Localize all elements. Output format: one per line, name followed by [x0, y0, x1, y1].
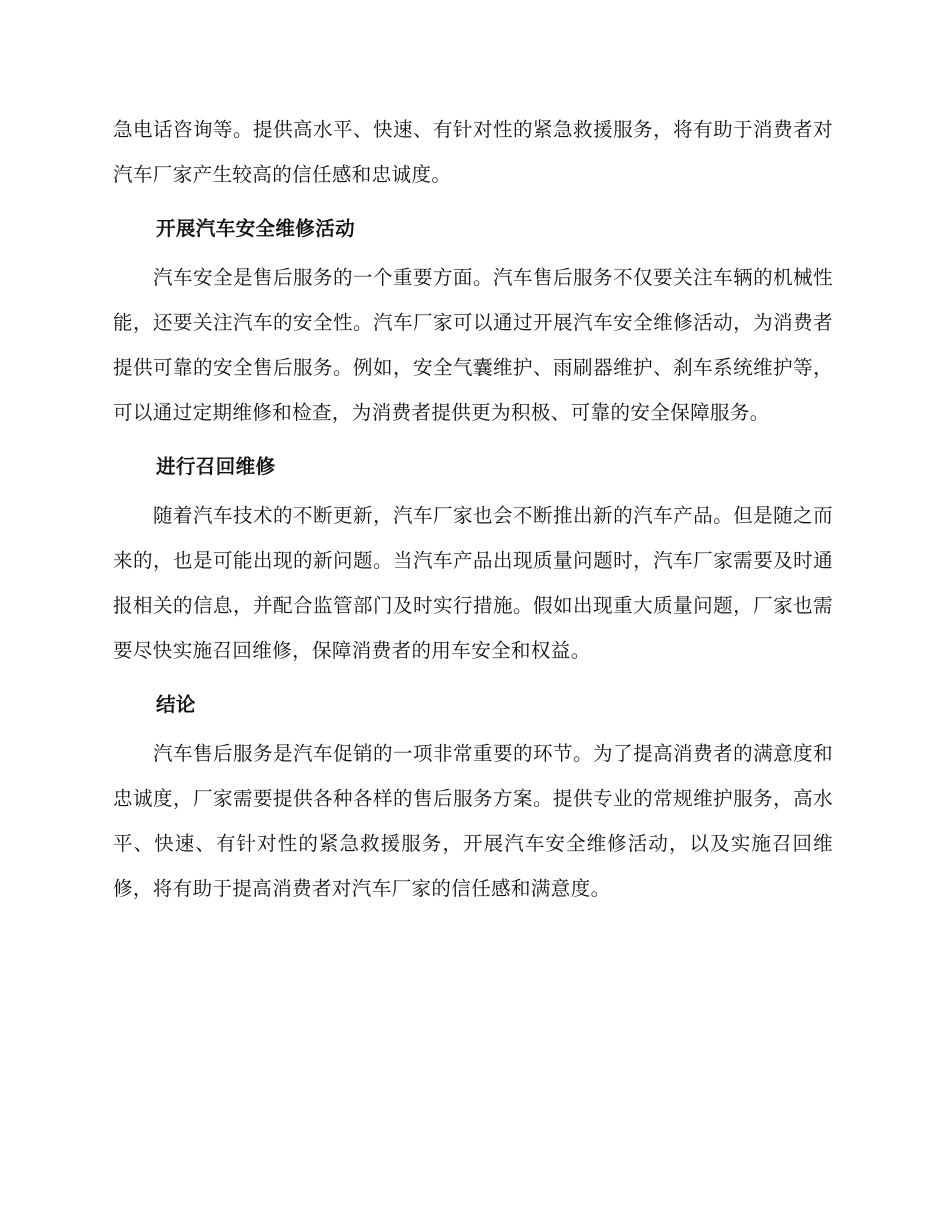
heading-conclusion: 结论 — [156, 693, 196, 716]
spacer — [113, 673, 833, 679]
spacer — [113, 197, 833, 203]
spacer — [113, 435, 833, 441]
paragraph-recall-repair: 随着汽车技术的不断更新，汽车厂家也会不断推出新的汽车产品。但是随之而来的，也是可能出现的新问题。当汽车产品出现质量问题时，汽车厂家需要及时通报相关的信息，并配合监管部门及时实行措施。假如出现重大质量问题，厂家也需要尽快实施召回维修，保障消费者的用车安全和权益。 — [113, 504, 833, 662]
paragraph-safety-maintenance: 汽车安全是售后服务的一个重要方面。汽车售后服务不仅要关注车辆的机械性能，还要关注汽车的安全性。汽车厂家可以通过开展汽车安全维修活动，为消费者提供可靠的安全售后服务。例如，安全气囊维护、雨刷器维护、刹车系统维护等，可以通过定期维修和检查，为消费者提供更为积极、可靠的安全保障服务。 — [113, 266, 833, 424]
document-body — [113, 107, 833, 911]
heading-safety-maintenance: 开展汽车安全维修活动 — [156, 217, 356, 240]
heading-recall-repair: 进行召回维修 — [156, 455, 276, 478]
paragraph-continued: 急电话咨询等。提供高水平、快速、有针对性的紧急救援服务，将有助于消费者对汽车厂家产生较高的信任感和忠诚度。 — [113, 118, 833, 186]
paragraph-conclusion: 汽车售后服务是汽车促销的一项非常重要的环节。为了提高消费者的满意度和忠诚度，厂家需要提供各种各样的售后服务方案。提供专业的常规维护服务，高水平、快速、有针对性的紧急救援服务，开展汽车安全维修活动，以及实施召回维修，将有助于提高消费者对汽车厂家的信任感和满意度。 — [113, 742, 833, 900]
